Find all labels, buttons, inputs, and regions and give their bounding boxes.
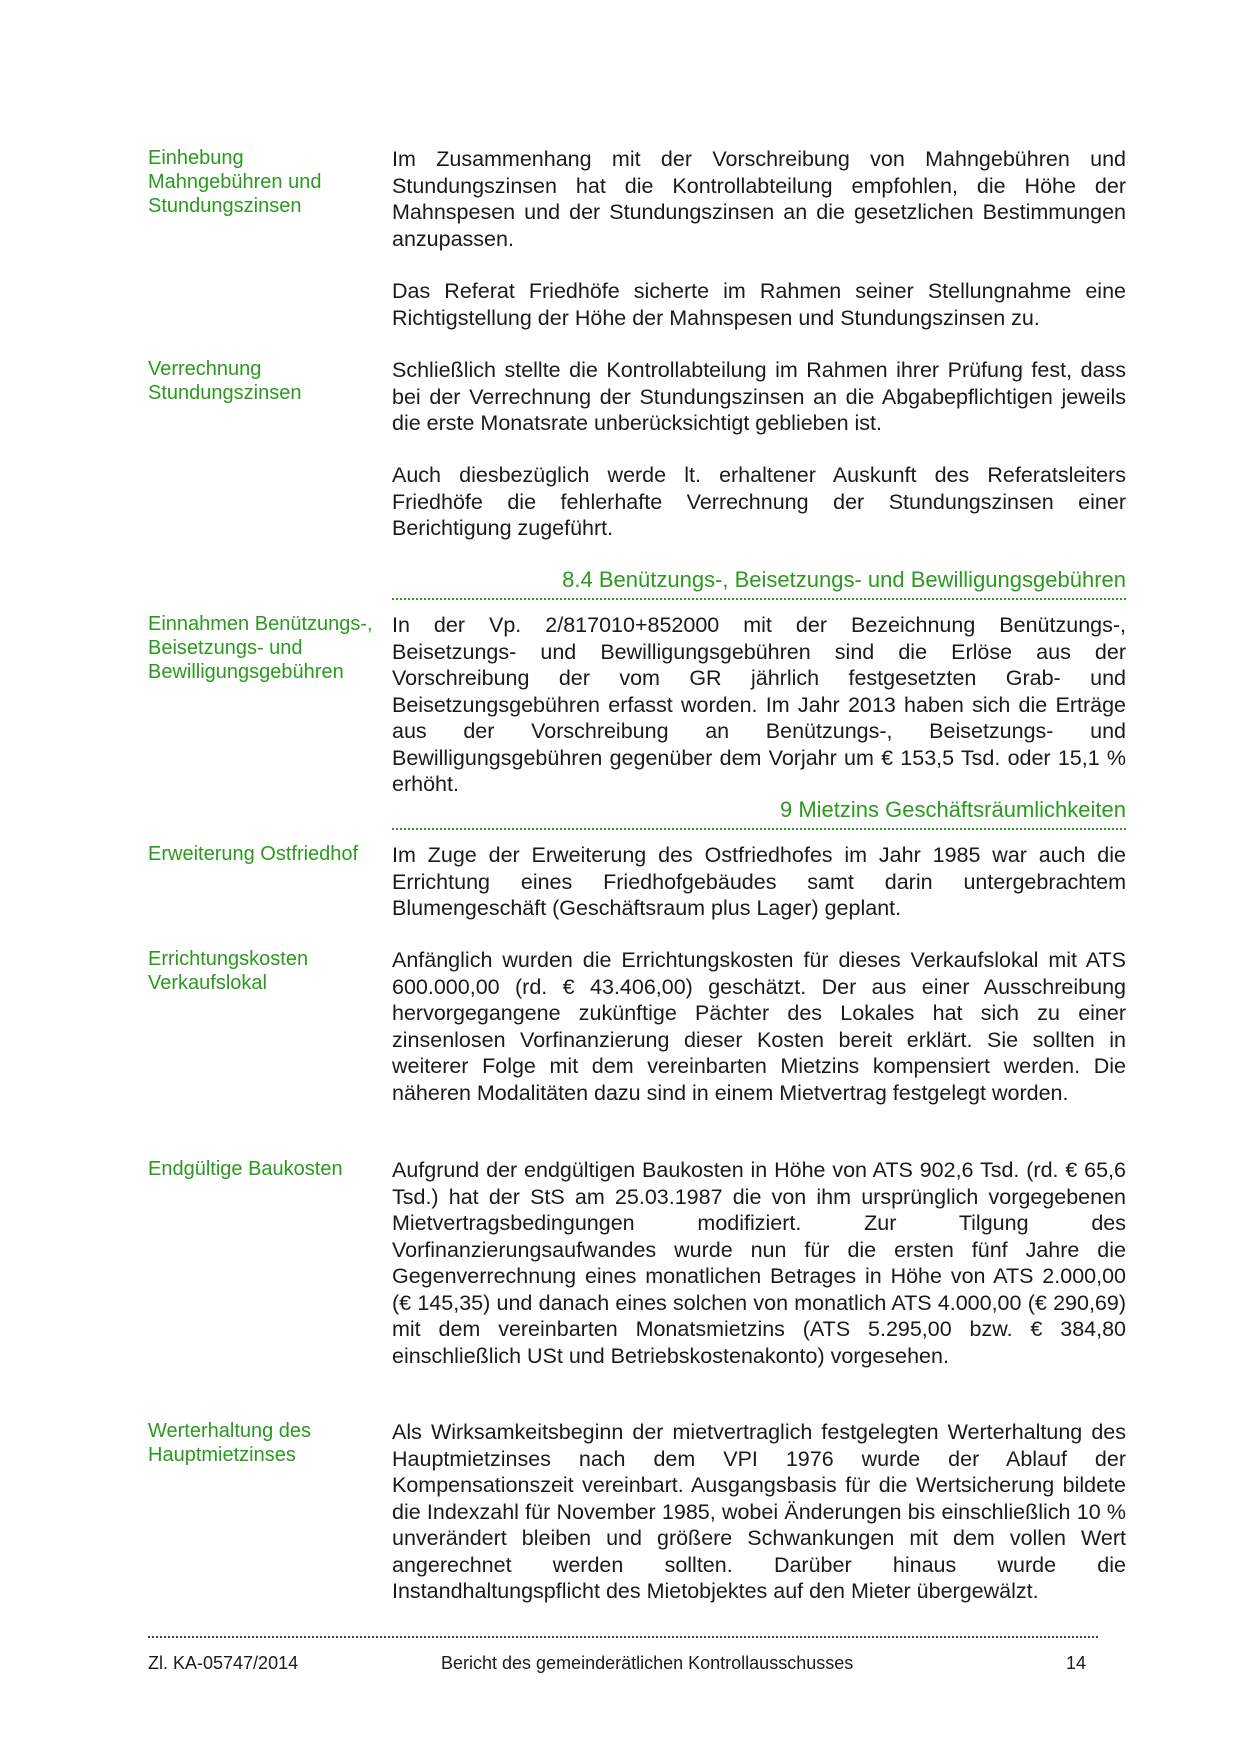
paragraph-erweiterung: Im Zuge der Erweiterung des Ostfriedhofes im Jahr 1985 war auch die Errichtung eines Friedhofgebäudes samt darin untergebrachtem Blumengeschäft (Geschäftsraum plus Lager) geplant. xyxy=(392,843,1126,920)
paragraph-einnahmen: In der Vp. 2/817010+852000 mit der Bezeichnung Benützungs-, Beisetzungs- und Bewilligungsgebühren sind die Erlöse aus der Vorschreibung der vom GR jährlich festgesetzten Grab- und Beisetzungsgebühren erfasst worden. Im Jahr 2013 haben sich die Erträge aus der Vorschreibung an Benützungs-, Beisetzungs- und Bewilligungsgebühren gegenüber dem Vorjahr um € 153,5 Tsd. oder 15,1 % erhöht. xyxy=(392,613,1126,796)
margin-label-werterhaltung: Werterhaltung des Hauptmietzinses xyxy=(148,1420,312,1466)
section-heading-9: 9 Mietzins Geschäftsräumlichkeiten xyxy=(392,796,1126,830)
margin-label-einhebung: Einhebung Mahngebühren und Stundungszinsen xyxy=(148,147,322,217)
section-heading-8-4: 8.4 Benützungs-, Beisetzungs- und Bewilligungsgebühren xyxy=(392,566,1126,600)
paragraph-baukosten: Aufgrund der endgültigen Baukosten in Höhe von ATS 902,6 Tsd. (rd. € 65,6 Tsd.) hat der StS am 25.03.1987 die von ihm ursprünglich vorgegebenen Mietvertragsbedingungen modifiziert. Zur Tilgung des Vorfinanzierungsaufwandes wurde nun für die ersten fünf Jahre die Gegenverrechnung eines monatlichen Betrages in Höhe von ATS 2.000,00 (€ 145,35) und danach eines solchen von monatlich ATS 4.000,00 (€ 290,69) mit dem vereinbarten Monatsmietzins (ATS 5.295,00 bzw. € 384,80 einschließlich USt und Betriebskostenakonto) vorgesehen. xyxy=(392,1158,1126,1368)
footer-divider xyxy=(148,1636,1098,1638)
margin-label-erweiterung: Erweiterung Ostfriedhof xyxy=(148,843,359,865)
margin-label-baukosten: Endgültige Baukosten xyxy=(148,1158,343,1180)
paragraph-verrechnung: Schließlich stellte die Kontrollabteilung im Rahmen ihrer Prüfung fest, dass bei der Verrechnung der Stundungszinsen an die Abgabepflichtigen jeweils die erste Monatsrate unberücksichtigt geblieben ist. xyxy=(392,358,1126,435)
margin-label-errichtungskosten: Errichtungskosten Verkaufslokal xyxy=(148,948,309,994)
margin-label-verrechnung: Verrechnung Stundungszinsen xyxy=(148,358,302,404)
paragraph-errichtungskosten: Anfänglich wurden die Errichtungskosten für dieses Verkaufslokal mit ATS 600.000,00 (rd. € 43.406,00) geschätzt. Der aus einer Ausschreibung hervorgegangene zukünftige Pächter des Lokales hat sich zu einer zinsenlosen Vorfinanzierung dieser Kosten bereit erklärt. Sie sollten in weiterer Folge mit dem vereinbarten Mietzins kompensiert werden. Die näheren Modalitäten dazu sind in einem Mietvertrag festgelegt worden. xyxy=(392,948,1126,1105)
page-number: 14 xyxy=(1066,1653,1087,1673)
paragraph-werterhaltung: Als Wirksamkeitsbeginn der mietvertraglich festgelegten Werterhaltung des Hauptmietzinses nach dem VPI 1976 wurde der Ablauf der Kompensationszeit vereinbart. Ausgangsbasis für die Wertsicherung bildete die Indexzahl für November 1985, wobei Änderungen bis einschließlich 10 % unverändert bleiben und größere Schwankungen mit dem vollen Wert angerechnet werden sollten. Darüber hinaus wurde die Instandhaltungspflicht des Mietobjektes auf den Mieter übergewälzt. xyxy=(392,1420,1126,1603)
paragraph-mahngebuehren: Im Zusammenhang mit der Vorschreibung von Mahngebühren und Stundungszinsen hat die Kontrollabteilung empfohlen, die Höhe der Mahnspesen und der Stundungszinsen an die gesetzlichen Bestimmungen anzupassen. xyxy=(392,147,1126,251)
footer-reference: Zl. KA-05747/2014 xyxy=(148,1653,299,1673)
paragraph-berichtigung: Auch diesbezüglich werde lt. erhaltener Auskunft des Referatsleiters Friedhöfe die fehlerhafte Verrechnung der Stundungszinsen einer Berichtigung zugeführt. xyxy=(392,463,1126,540)
margin-label-einnahmen: Einnahmen Benützungs-, Beisetzungs- und Bewilligungsgebühren xyxy=(148,613,373,683)
paragraph-referat-friedhoefe: Das Referat Friedhöfe sicherte im Rahmen seiner Stellungnahme eine Richtigstellung der Höhe der Mahnspesen und Stundungszinsen zu. xyxy=(392,279,1126,330)
footer-title: Bericht des gemeinderätlichen Kontrollausschusses xyxy=(441,1653,854,1673)
